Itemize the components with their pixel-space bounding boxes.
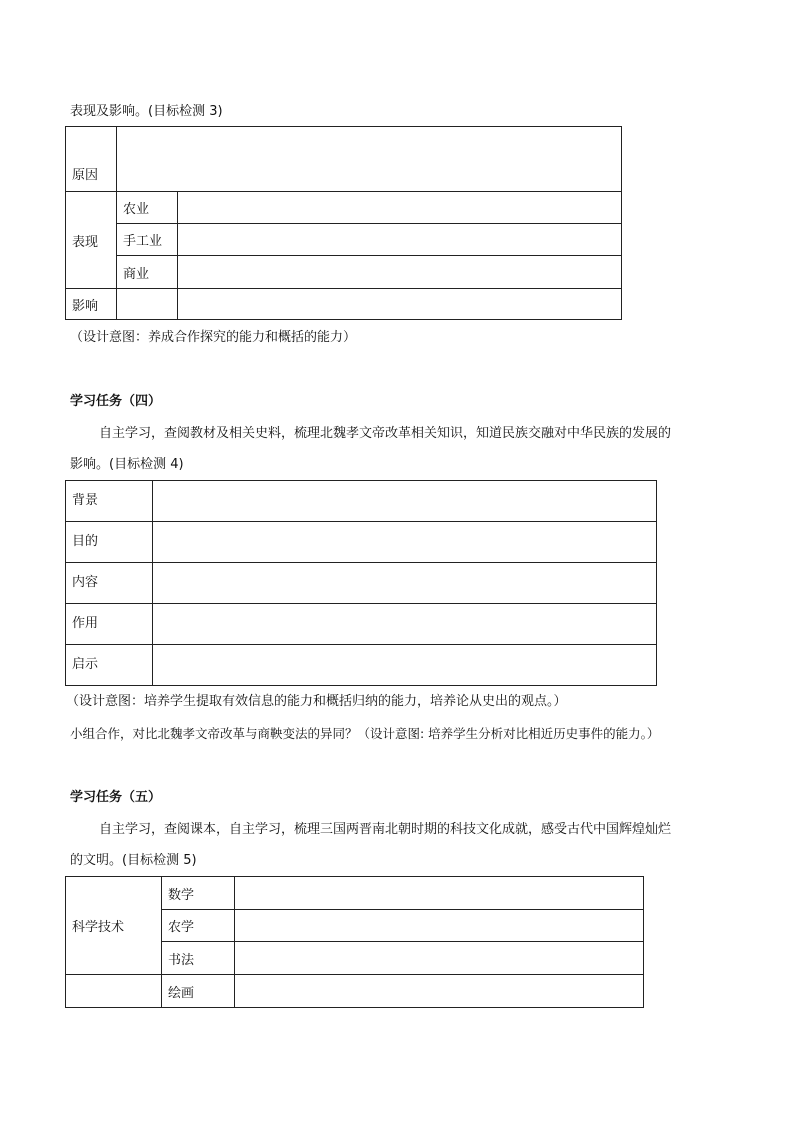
commerce-label: 商业 <box>117 256 178 289</box>
agronomy-label: 农学 <box>162 910 235 942</box>
cause-label: 原因 <box>66 127 117 192</box>
section4-intro-line1: 自主学习，查阅教材及相关史料，梳理北魏孝文帝改革相关知识，知道民族交融对中华民族的发展的 <box>99 426 672 441</box>
influence-answer-cell-a[interactable] <box>117 289 178 320</box>
background-answer-cell[interactable] <box>153 481 657 522</box>
section4-group-task: 小组合作，对比北魏孝文帝改革与商鞅变法的异同？（设计意图: 培养学生分析对比相近历史事件的能力。） <box>70 726 660 741</box>
content-answer-cell[interactable] <box>153 563 657 604</box>
painting-answer-cell[interactable] <box>235 975 644 1008</box>
math-label: 数学 <box>162 877 235 910</box>
commerce-answer-cell[interactable] <box>178 256 622 289</box>
section3-table <box>65 126 622 320</box>
insight-answer-cell[interactable] <box>153 645 657 686</box>
handicraft-answer-cell[interactable] <box>178 224 622 256</box>
math-answer-cell[interactable] <box>235 877 644 910</box>
influence-label: 影响 <box>66 289 117 320</box>
section3-design-note: （设计意图：养成合作探究的能力和概括的能力） <box>70 330 357 345</box>
influence-answer-cell-b[interactable] <box>178 289 622 320</box>
insight-label: 启示 <box>66 645 153 686</box>
effect-label: 作用 <box>66 604 153 645</box>
section4-design-note: （设计意图：培养学生提取有效信息的能力和概括归纳的能力，培养论从史出的观点。） <box>66 694 567 709</box>
calligraphy-answer-cell[interactable] <box>235 942 644 975</box>
section4-table <box>65 480 657 686</box>
section5-heading: 学习任务（五） <box>70 790 162 805</box>
purpose-label: 目的 <box>66 522 153 563</box>
section4-heading: 学习任务（四） <box>70 394 162 409</box>
purpose-answer-cell[interactable] <box>153 522 657 563</box>
section4-intro-line2: 影响。(目标检测 4) <box>70 457 184 472</box>
handicraft-label: 手工业 <box>117 224 178 256</box>
manifestation-label: 表现 <box>66 192 117 289</box>
section5-intro-line1: 自主学习，查阅课本，自主学习，梳理三国两晋南北朝时期的科技文化成就，感受古代中国辉煌灿烂 <box>99 822 672 837</box>
science-tech-label: 科学技术 <box>66 877 162 975</box>
agronomy-answer-cell[interactable] <box>235 910 644 942</box>
section5-intro-line2: 的文明。(目标检测 5) <box>70 853 197 868</box>
calligraphy-label: 书法 <box>162 942 235 975</box>
agriculture-label: 农业 <box>117 192 178 224</box>
agriculture-answer-cell[interactable] <box>178 192 622 224</box>
category-blank-cell[interactable] <box>66 975 162 1008</box>
cause-answer-cell[interactable] <box>117 127 622 192</box>
content-label: 内容 <box>66 563 153 604</box>
effect-answer-cell[interactable] <box>153 604 657 645</box>
section3-intro: 表现及影响。(目标检测 3) <box>70 104 223 119</box>
painting-label: 绘画 <box>162 975 235 1008</box>
background-label: 背景 <box>66 481 153 522</box>
section5-table <box>65 876 644 1008</box>
